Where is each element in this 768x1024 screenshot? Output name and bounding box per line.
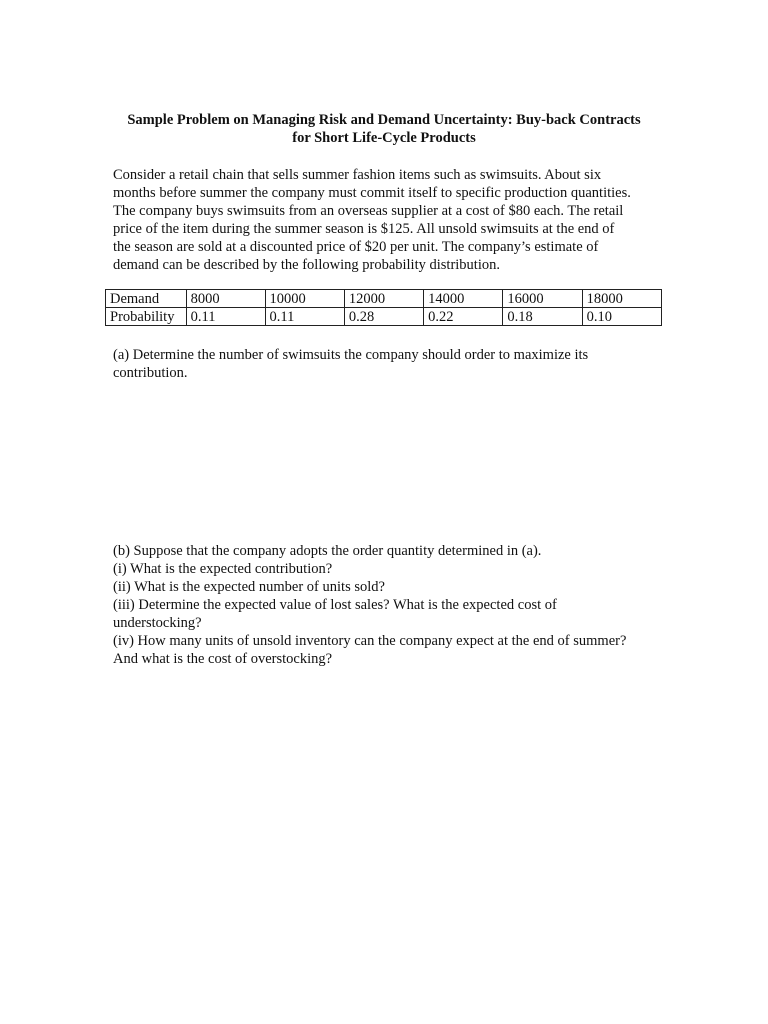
part-b-line: (i) What is the expected contribution?	[113, 561, 333, 577]
probability-cell: 0.28	[344, 308, 423, 326]
intro-line: price of the item during the summer season is $125. All unsold swimsuits at the end of	[113, 221, 615, 237]
intro-line: demand can be described by the following probability distribution.	[113, 257, 500, 273]
demand-cell: 10000	[265, 290, 344, 308]
part-b-line: (iv) How many units of unsold inventory can the company expect at the end of summer?	[113, 633, 627, 649]
probability-row	[106, 308, 662, 326]
demand-probability-table	[105, 289, 662, 326]
intro-paragraph	[113, 166, 661, 274]
probability-cell: 0.10	[582, 308, 661, 326]
intro-line: the season are sold at a discounted price of $20 per unit. The company’s estimate of	[113, 239, 599, 255]
question-part-b	[113, 542, 661, 668]
part-a-line: (a) Determine the number of swimsuits the company should order to maximize its	[113, 347, 589, 363]
title-line-2: for Short Life-Cycle Products	[292, 130, 476, 146]
demand-cell: 12000	[344, 290, 423, 308]
probability-header-cell: Probability	[106, 308, 187, 326]
probability-cell: 0.11	[186, 308, 265, 326]
probability-cell: 0.18	[503, 308, 582, 326]
document-title	[100, 111, 668, 147]
demand-header-cell: Demand	[106, 290, 187, 308]
demand-cell: 16000	[503, 290, 582, 308]
demand-row	[106, 290, 662, 308]
demand-cell: 18000	[582, 290, 661, 308]
part-b-line: (b) Suppose that the company adopts the order quantity determined in (a).	[113, 543, 542, 559]
intro-line: Consider a retail chain that sells summer fashion items such as swimsuits. About six	[113, 167, 602, 183]
intro-line: months before summer the company must commit itself to specific production quantities.	[113, 185, 631, 201]
demand-cell: 14000	[424, 290, 503, 308]
title-line-1: Sample Problem on Managing Risk and Demand Uncertainty: Buy-back Contracts	[127, 112, 641, 128]
part-b-line: understocking?	[113, 615, 202, 631]
part-b-line: And what is the cost of overstocking?	[113, 651, 333, 667]
probability-cell: 0.11	[265, 308, 344, 326]
probability-cell: 0.22	[424, 308, 503, 326]
intro-line: The company buys swimsuits from an overseas supplier at a cost of $80 each. The retail	[113, 203, 624, 219]
part-b-line: (iii) Determine the expected value of lost sales? What is the expected cost of	[113, 597, 557, 613]
part-a-line: contribution.	[113, 365, 188, 381]
part-b-line: (ii) What is the expected number of units sold?	[113, 579, 385, 595]
demand-cell: 8000	[186, 290, 265, 308]
question-part-a	[113, 346, 661, 382]
